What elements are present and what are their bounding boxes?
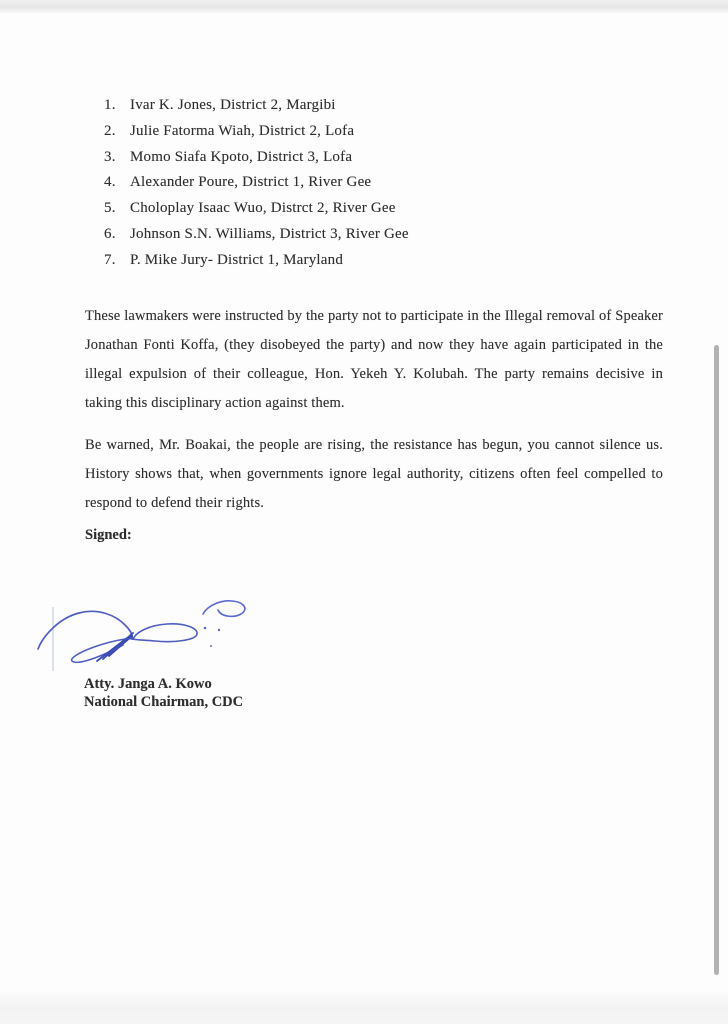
list-item <box>104 196 624 222</box>
list-item-text: Choloplay Isaac Wuo, Distrct 2, River Gee <box>130 200 396 217</box>
handwritten-signature-icon <box>35 592 265 674</box>
list-item-text: Alexander Poure, District 1, River Gee <box>130 174 372 191</box>
paragraph-warning: Be warned, Mr. Boakai, the people are rising, the resistance has begun, you cannot silence us. History shows that, when governments ignore legal authority, citizens often feel compelled to respond to defend their rights. <box>85 437 663 511</box>
list-item <box>104 145 624 171</box>
signatory-name: Atty. Janga A. Kowo <box>84 676 212 692</box>
signatory-block <box>84 676 243 711</box>
list-item-text: Julie Fatorma Wiah, District 2, Lofa <box>130 122 355 139</box>
photo-bottom-edge <box>0 991 728 1024</box>
list-item-number: 4. <box>104 174 116 191</box>
list-item-text: P. Mike Jury- District 1, Maryland <box>130 251 344 268</box>
signed-label: Signed: <box>85 527 132 543</box>
lawmakers-list <box>104 93 624 274</box>
list-item-number: 1. <box>104 97 116 113</box>
list-item-text: Ivar K. Jones, District 2, Margibi <box>130 97 336 113</box>
list-item-number: 7. <box>104 251 116 268</box>
list-item <box>104 222 624 248</box>
signatory-title: National Chairman, CDC <box>84 693 244 710</box>
list-item-number: 3. <box>104 148 116 165</box>
photo-top-edge <box>0 0 728 13</box>
list-item <box>104 119 624 145</box>
list-item-number: 2. <box>104 122 116 139</box>
list-item-number: 6. <box>104 225 116 242</box>
signature-image <box>35 592 265 674</box>
paragraph-instructions: These lawmakers were instructed by the party not to participate in the Illegal removal of Speaker Jonathan Fonti Koffa, (they disobeyed the party) and now they have again participated in the illegal expulsion of their colleague, Hon. Yekeh Y. Kolubah. The party remains decisive in taking this disciplinary action against them. <box>85 308 663 411</box>
list-item <box>104 170 624 196</box>
list-item <box>104 93 624 119</box>
list-item <box>104 248 624 274</box>
scrollbar[interactable] <box>714 345 719 975</box>
list-item-text: Momo Siafa Kpoto, District 3, Lofa <box>130 148 353 165</box>
list-item-number: 5. <box>104 200 116 217</box>
list-item-text: Johnson S.N. Williams, District 3, River Gee <box>130 225 409 242</box>
